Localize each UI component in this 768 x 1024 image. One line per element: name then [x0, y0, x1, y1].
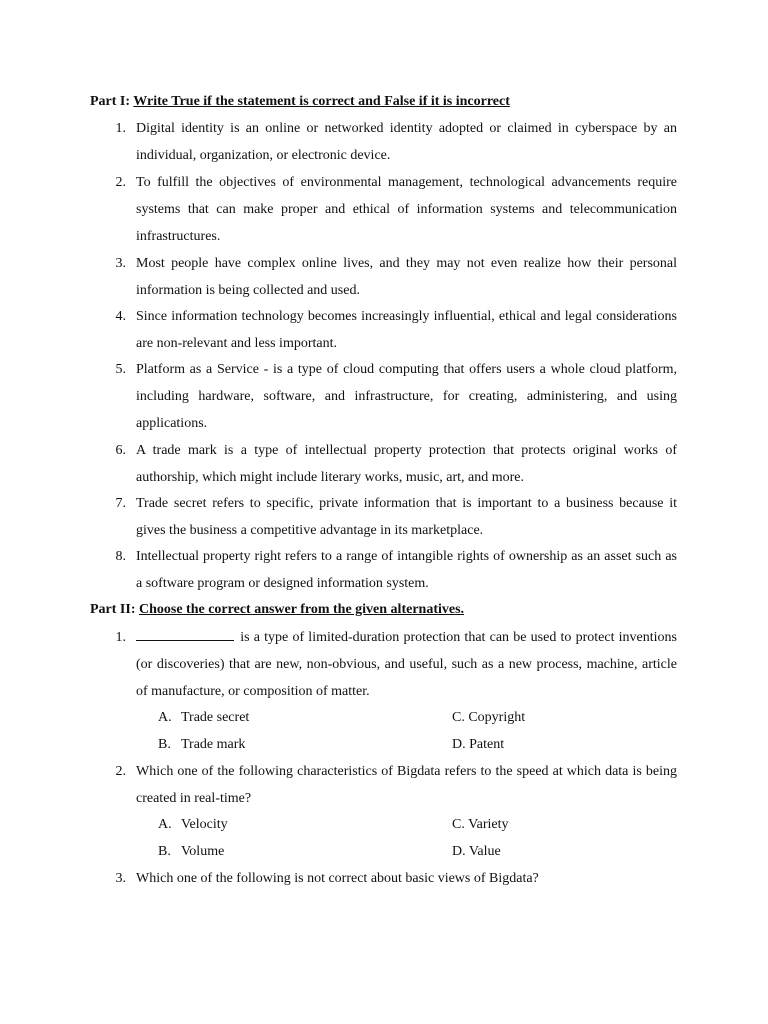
item-statement: Most people have complex online lives, and they may not even realize how their personal information is being collected and used.	[136, 256, 677, 298]
option-text: Patent	[469, 737, 505, 752]
option-text: Velocity	[181, 817, 228, 832]
option-text: Copyright	[468, 710, 526, 725]
item-statement: To fulfill the objectives of environmental management, technological advancements require systems that can make proper and ethical of information systems and telecommunication infrastructures.	[136, 175, 677, 244]
part2-instruction: Choose the correct answer from the given alternatives.	[139, 602, 465, 617]
question-text: Which one of the following characteristics of Bigdata refers to the speed at which data is being created in real-time?	[136, 764, 677, 806]
option-letter: C.	[452, 817, 465, 832]
option-a[interactable]	[158, 811, 228, 838]
option-letter: B.	[158, 737, 171, 752]
answer-blank[interactable]	[136, 628, 234, 641]
question-number: 2.	[115, 764, 126, 779]
option-letter: A.	[158, 817, 172, 832]
option-text: Value	[468, 844, 501, 859]
option-d[interactable]	[452, 838, 501, 865]
option-a[interactable]	[158, 704, 249, 731]
item-statement: A trade mark is a type of intellectual property protection that protects original works of authorship, which might include literary works, music, art, and more.	[136, 443, 677, 485]
question-text	[136, 624, 677, 705]
question-number: 3.	[115, 871, 126, 886]
item-number: 4.	[115, 309, 126, 324]
option-c[interactable]	[452, 704, 525, 731]
item-statement: Digital identity is an online or networked identity adopted or claimed in cyberspace by an individual, organization, or electronic device.	[136, 121, 677, 163]
option-text: Trade mark	[181, 737, 246, 752]
part1-label: Part I:	[90, 94, 131, 109]
option-b[interactable]	[158, 731, 245, 758]
option-text: Variety	[468, 817, 509, 832]
item-number: 5.	[115, 362, 126, 377]
part2-label: Part II:	[90, 602, 136, 617]
item-number: 3.	[115, 256, 126, 271]
question-body: is a type of limited-duration protection that can be used to protect inventions (or discoveries) that are new, non-obvious, and useful, such as a new process, machine, article of manufacture, or composition of matter.	[136, 630, 677, 699]
option-c[interactable]	[452, 811, 509, 838]
option-letter: D.	[452, 737, 466, 752]
item-number: 6.	[115, 443, 126, 458]
item-statement: Intellectual property right refers to a range of intangible rights of ownership as an asset such as a software program or designed information system.	[136, 549, 677, 591]
option-letter: A.	[158, 710, 172, 725]
part1-instruction: Write True if the statement is correct and False if it is incorrect	[133, 94, 510, 109]
part1-heading	[90, 94, 510, 110]
item-statement: Platform as a Service - is a type of cloud computing that offers users a whole cloud platform, including hardware, software, and infrastructure, for creating, administering, and using applications.	[136, 362, 677, 431]
item-statement: Since information technology becomes increasingly influential, ethical and legal considerations are non-relevant and less important.	[136, 309, 677, 351]
question-number: 1.	[115, 630, 126, 645]
item-statement: Trade secret refers to specific, private information that is important to a business because it gives the business a competitive advantage in its marketplace.	[136, 496, 677, 538]
question-text: Which one of the following is not correct about basic views of Bigdata?	[136, 871, 539, 886]
item-number: 1.	[115, 121, 126, 136]
option-text: Trade secret	[181, 710, 250, 725]
item-number: 8.	[115, 549, 126, 564]
option-text: Volume	[181, 844, 225, 859]
option-letter: C.	[452, 710, 465, 725]
item-number: 2.	[115, 175, 126, 190]
option-d[interactable]	[452, 731, 504, 758]
part2-heading	[90, 602, 464, 618]
item-number: 7.	[115, 496, 126, 511]
option-letter: B.	[158, 844, 171, 859]
option-letter: D.	[452, 844, 466, 859]
option-b[interactable]	[158, 838, 224, 865]
